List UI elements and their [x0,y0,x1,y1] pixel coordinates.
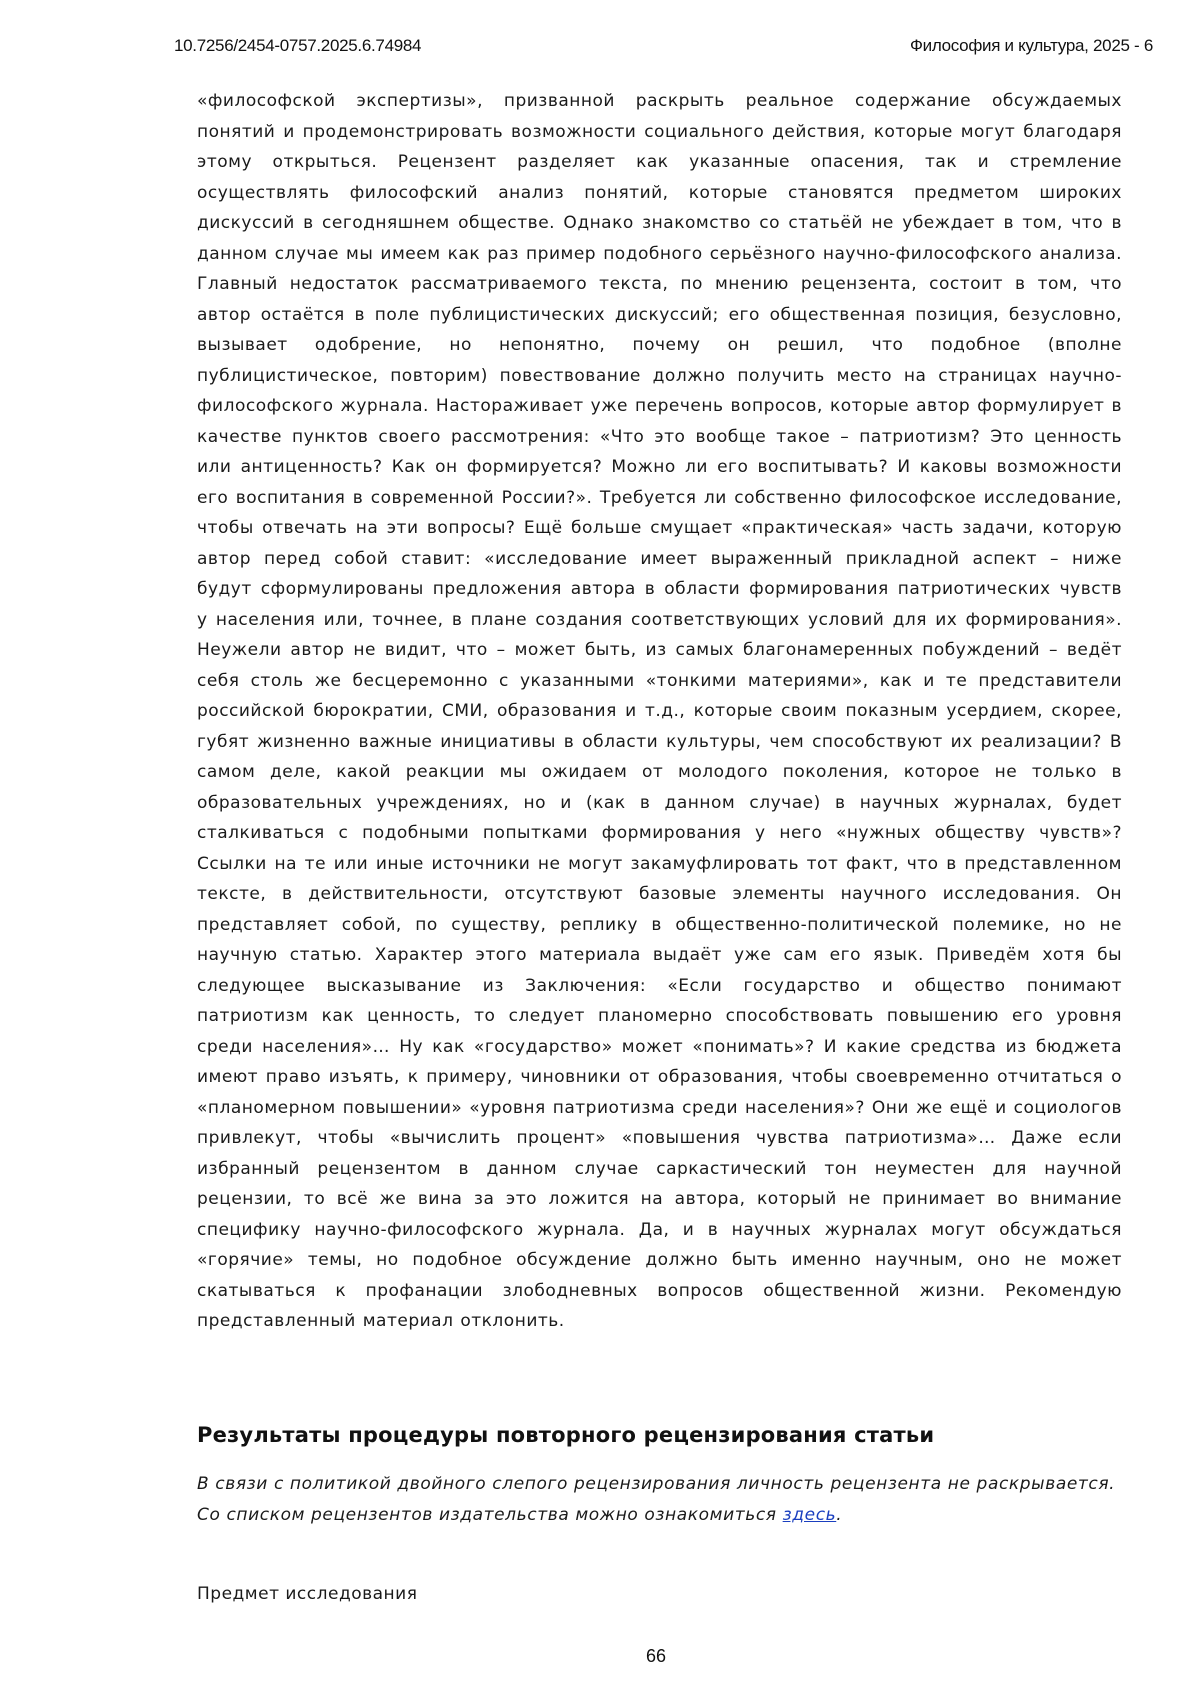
blind-review-note: В связи с политикой двойного слепого рецензирования личность рецензента не раскрывается. [197,1474,1116,1494]
reviewers-list-suffix: . [836,1504,843,1525]
reviewers-list-prefix: Со списком рецензентов издательства можно ознакомиться [197,1504,783,1525]
section-title: Результаты процедуры повторного рецензирования статьи [197,1423,935,1447]
doi-header: 10.7256/2454-0757.2025.6.74984 [174,36,422,55]
subject-label: Предмет исследования [197,1584,418,1604]
journal-header: Философия и культура, 2025 - 6 [910,36,1153,55]
reviewers-list-note [197,1500,1122,1531]
review-note [197,1469,1122,1530]
reviewers-list-link[interactable]: здесь [782,1504,837,1525]
review-paragraph: «философской экспертизы», призванной раскрыть реальное содержание обсуждаемых понятий и продемонстрировать возможности социального действия, которые могут благодаря этому открыться. Рецензент разделяет как указанные опасения, так и стремление осуществлять философский анализ понятий, которые становятся предметом широких дискуссий в сегодняшнем обществе. Однако знакомство со статьёй не убеждает в том, что в данном случае мы имеем как раз пример подобного серьёзного научно-философского анализа. Главный недостаток рассматриваемого текста, по мнению рецензента, состоит в том, что автор остаётся в поле публицистических дискуссий; его общественная позиция, безусловно, вызывает одобрение, но непонятно, почему он решил, что подобное (вполне публицистическое, повторим) повествование должно получить место на страницах научно-философского журнала. Настораживает уже перечень вопросов, которые автор формулирует в качестве пунктов своего рассмотрения: «Что это вообще такое – патриотизм? Это ценность или антиценность? Как он формируется? Можно ли его воспитывать? И каковы возможности его воспитания в современной России?». Требуется ли собственно философское исследование, чтобы отвечать на эти вопросы? Ещё больше смущает «практическая» часть задачи, которую автор перед собой ставит: «исследование имеет выраженный прикладной аспект – ниже будут сформулированы предложения автора в области формирования патриотических чувств у населения или, точнее, в плане создания соответствующих условий для их формирования». Неужели автор не видит, что – может быть, из самых благонамеренных побуждений – ведёт себя столь же бесцеремонно с указанными «тонкими материями», как и те представители российской бюрократии, СМИ, образования и т.д., которые своим показным усердием, скорее, губят жизненно важные инициативы в области культуры, чем способствуют их реализации? В самом деле, какой реакции мы ожидаем от молодого поколения, которое не только в образовательных учреждениях, но и (как в данном случае) в научных журналах, будет сталкиваться с подобными попытками формирования у него «нужных обществу чувств»? Ссылки на те или иные источники не могут закамуфлировать тот факт, что в представленном тексте, в действительности, отсутствуют базовые элементы научного исследования. Он представляет собой, по существу, реплику в общественно-политической полемике, но не научную статью. Характер этого материала выдаёт уже сам его язык. Приведём хотя бы следующее высказывание из Заключения: «Если государство и общество понимают патриотизм как ценность, то следует планомерно способствовать повышению его уровня среди населения»… Ну как «государство» может «понимать»? И какие средства из бюджета имеют право изъять, к примеру, чиновники от образования, чтобы своевременно отчитаться о «планомерном повышении» «уровня патриотизма среди населения»? Они же ещё и социологов привлекут, чтобы «вычислить процент» «повышения чувства патриотизма»… Даже если избранный рецензентом в данном случае саркастический тон неуместен для научной рецензии, то всё же вина за это ложится на автора, который не принимает во внимание специфику научно-философского журнала. Да, и в научных журналах могут обсуждаться «горячие» темы, но подобное обсуждение должно быть именно научным, оно не может скатываться к профанации злободневных вопросов общественной жизни. Рекомендую представленный материал отклонить. [197,91,1122,1331]
page-number: 66 [645,1646,667,1666]
